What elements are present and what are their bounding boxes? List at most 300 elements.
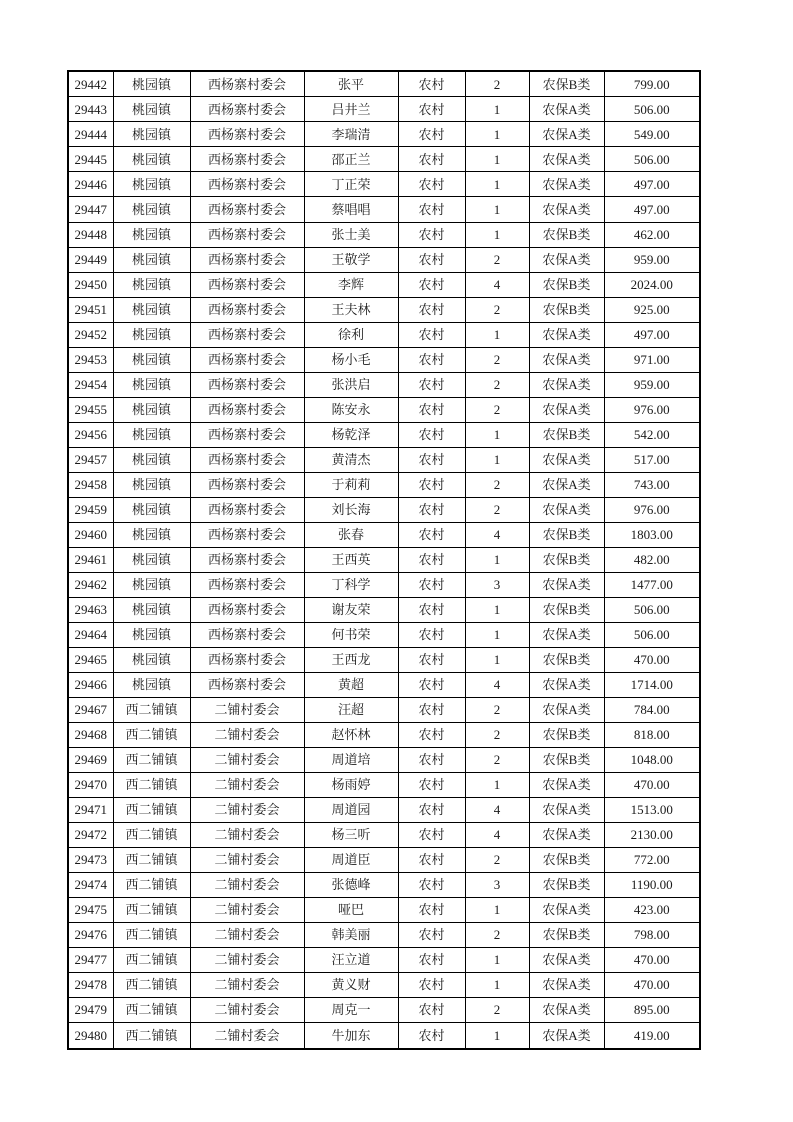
cell-residence-type: 农村 [398,522,465,547]
cell-person-count: 2 [465,497,529,522]
cell-record-id: 29457 [68,447,113,472]
cell-town: 桃园镇 [113,347,190,372]
cell-town: 桃园镇 [113,597,190,622]
cell-insurance-category: 农保B类 [529,522,604,547]
cell-record-id: 29467 [68,697,113,722]
table-row [68,322,700,347]
cell-insurance-category: 农保A类 [529,497,604,522]
cell-person-name: 何书荣 [304,622,398,647]
cell-record-id: 29479 [68,997,113,1022]
cell-person-count: 1 [465,447,529,472]
table-row [68,122,700,147]
cell-town: 桃园镇 [113,222,190,247]
cell-residence-type: 农村 [398,747,465,772]
cell-residence-type: 农村 [398,447,465,472]
cell-town: 桃园镇 [113,397,190,422]
cell-amount: 506.00 [604,597,700,622]
cell-town: 西二铺镇 [113,947,190,972]
cell-amount: 549.00 [604,122,700,147]
cell-residence-type: 农村 [398,897,465,922]
cell-person-count: 1 [465,197,529,222]
cell-village-committee: 西杨寨村委会 [190,322,304,347]
cell-residence-type: 农村 [398,772,465,797]
cell-residence-type: 农村 [398,797,465,822]
table-row [68,247,700,272]
cell-town: 桃园镇 [113,297,190,322]
cell-amount: 959.00 [604,247,700,272]
cell-village-committee: 西杨寨村委会 [190,172,304,197]
cell-town: 西二铺镇 [113,847,190,872]
cell-record-id: 29463 [68,597,113,622]
cell-record-id: 29456 [68,422,113,447]
cell-record-id: 29473 [68,847,113,872]
cell-record-id: 29472 [68,822,113,847]
table-body [68,71,700,1049]
cell-insurance-category: 农保A类 [529,697,604,722]
cell-record-id: 29446 [68,172,113,197]
cell-town: 桃园镇 [113,172,190,197]
cell-record-id: 29443 [68,97,113,122]
table-row [68,722,700,747]
cell-residence-type: 农村 [398,722,465,747]
table-row [68,97,700,122]
cell-person-name: 邵正兰 [304,147,398,172]
cell-person-name: 谢友荣 [304,597,398,622]
cell-residence-type: 农村 [398,672,465,697]
cell-village-committee: 西杨寨村委会 [190,71,304,97]
cell-residence-type: 农村 [398,322,465,347]
table-row [68,947,700,972]
cell-amount: 1048.00 [604,747,700,772]
cell-insurance-category: 农保B类 [529,847,604,872]
cell-residence-type: 农村 [398,397,465,422]
cell-amount: 1513.00 [604,797,700,822]
cell-record-id: 29447 [68,197,113,222]
cell-residence-type: 农村 [398,372,465,397]
cell-amount: 976.00 [604,397,700,422]
cell-record-id: 29474 [68,872,113,897]
cell-amount: 2024.00 [604,272,700,297]
cell-person-name: 刘长海 [304,497,398,522]
cell-village-committee: 二铺村委会 [190,747,304,772]
cell-person-name: 韩美丽 [304,922,398,947]
cell-person-name: 周道培 [304,747,398,772]
cell-residence-type: 农村 [398,172,465,197]
table-row [68,697,700,722]
cell-residence-type: 农村 [398,297,465,322]
table-row [68,472,700,497]
cell-amount: 506.00 [604,97,700,122]
cell-residence-type: 农村 [398,71,465,97]
table-row [68,797,700,822]
cell-record-id: 29453 [68,347,113,372]
cell-person-name: 陈安永 [304,397,398,422]
cell-person-count: 1 [465,897,529,922]
table-row [68,847,700,872]
cell-residence-type: 农村 [398,1023,465,1050]
cell-amount: 1477.00 [604,572,700,597]
cell-town: 西二铺镇 [113,972,190,997]
cell-town: 桃园镇 [113,97,190,122]
cell-town: 桃园镇 [113,372,190,397]
table-row [68,672,700,697]
cell-person-count: 2 [465,747,529,772]
cell-village-committee: 二铺村委会 [190,922,304,947]
cell-amount: 497.00 [604,172,700,197]
cell-insurance-category: 农保A类 [529,197,604,222]
cell-person-count: 4 [465,522,529,547]
cell-record-id: 29448 [68,222,113,247]
cell-person-count: 4 [465,272,529,297]
cell-person-count: 1 [465,597,529,622]
cell-person-count: 1 [465,422,529,447]
cell-amount: 423.00 [604,897,700,922]
cell-village-committee: 二铺村委会 [190,697,304,722]
cell-person-name: 赵怀林 [304,722,398,747]
table-row [68,372,700,397]
cell-residence-type: 农村 [398,872,465,897]
cell-residence-type: 农村 [398,572,465,597]
cell-person-name: 黄义财 [304,972,398,997]
cell-village-committee: 西杨寨村委会 [190,647,304,672]
cell-record-id: 29444 [68,122,113,147]
cell-amount: 818.00 [604,722,700,747]
cell-person-name: 王敬学 [304,247,398,272]
cell-person-name: 汪立道 [304,947,398,972]
cell-village-committee: 二铺村委会 [190,797,304,822]
cell-village-committee: 西杨寨村委会 [190,447,304,472]
cell-record-id: 29461 [68,547,113,572]
cell-person-name: 徐利 [304,322,398,347]
cell-person-count: 2 [465,397,529,422]
cell-village-committee: 二铺村委会 [190,997,304,1022]
cell-record-id: 29466 [68,672,113,697]
cell-person-count: 2 [465,722,529,747]
cell-amount: 976.00 [604,497,700,522]
cell-person-count: 1 [465,97,529,122]
cell-person-count: 2 [465,997,529,1022]
cell-village-committee: 西杨寨村委会 [190,372,304,397]
table-row [68,447,700,472]
cell-amount: 482.00 [604,547,700,572]
cell-village-committee: 西杨寨村委会 [190,197,304,222]
cell-record-id: 29450 [68,272,113,297]
cell-record-id: 29477 [68,947,113,972]
cell-insurance-category: 农保A类 [529,472,604,497]
cell-person-name: 杨小毛 [304,347,398,372]
cell-town: 西二铺镇 [113,722,190,747]
cell-person-name: 丁正荣 [304,172,398,197]
cell-record-id: 29449 [68,247,113,272]
cell-amount: 497.00 [604,322,700,347]
table-row [68,747,700,772]
cell-person-count: 4 [465,672,529,697]
cell-village-committee: 二铺村委会 [190,897,304,922]
cell-person-name: 周克一 [304,997,398,1022]
cell-person-count: 1 [465,972,529,997]
cell-village-committee: 二铺村委会 [190,872,304,897]
cell-town: 西二铺镇 [113,872,190,897]
table-row [68,397,700,422]
cell-town: 桃园镇 [113,147,190,172]
cell-insurance-category: 农保B类 [529,272,604,297]
cell-town: 桃园镇 [113,497,190,522]
cell-town: 西二铺镇 [113,822,190,847]
cell-person-name: 张春 [304,522,398,547]
cell-insurance-category: 农保B类 [529,872,604,897]
cell-record-id: 29464 [68,622,113,647]
cell-town: 桃园镇 [113,572,190,597]
table-row [68,922,700,947]
cell-person-count: 2 [465,847,529,872]
cell-person-name: 黄清杰 [304,447,398,472]
cell-village-committee: 西杨寨村委会 [190,547,304,572]
cell-person-count: 3 [465,572,529,597]
cell-residence-type: 农村 [398,147,465,172]
table-row [68,522,700,547]
cell-person-name: 黄超 [304,672,398,697]
table-row [68,297,700,322]
cell-residence-type: 农村 [398,697,465,722]
cell-amount: 2130.00 [604,822,700,847]
cell-insurance-category: 农保A类 [529,672,604,697]
cell-person-name: 杨三听 [304,822,398,847]
table-row [68,347,700,372]
cell-insurance-category: 农保A类 [529,397,604,422]
cell-insurance-category: 农保A类 [529,322,604,347]
cell-amount: 971.00 [604,347,700,372]
cell-amount: 506.00 [604,147,700,172]
cell-insurance-category: 农保B类 [529,597,604,622]
table-row [68,572,700,597]
cell-town: 西二铺镇 [113,997,190,1022]
cell-village-committee: 西杨寨村委会 [190,397,304,422]
cell-residence-type: 农村 [398,422,465,447]
cell-town: 桃园镇 [113,447,190,472]
cell-residence-type: 农村 [398,197,465,222]
cell-amount: 772.00 [604,847,700,872]
cell-record-id: 29478 [68,972,113,997]
cell-person-name: 王夫林 [304,297,398,322]
cell-residence-type: 农村 [398,622,465,647]
cell-residence-type: 农村 [398,97,465,122]
cell-town: 桃园镇 [113,522,190,547]
cell-person-count: 4 [465,797,529,822]
cell-person-name: 周道臣 [304,847,398,872]
cell-insurance-category: 农保A类 [529,247,604,272]
cell-insurance-category: 农保B类 [529,222,604,247]
table-row [68,147,700,172]
cell-person-name: 哑巴 [304,897,398,922]
cell-residence-type: 农村 [398,947,465,972]
cell-village-committee: 西杨寨村委会 [190,497,304,522]
cell-record-id: 29476 [68,922,113,947]
table-row [68,272,700,297]
cell-village-committee: 西杨寨村委会 [190,622,304,647]
cell-insurance-category: 农保A类 [529,897,604,922]
cell-insurance-category: 农保A类 [529,622,604,647]
cell-person-name: 张德峰 [304,872,398,897]
cell-insurance-category: 农保A类 [529,797,604,822]
cell-village-committee: 西杨寨村委会 [190,472,304,497]
cell-insurance-category: 农保A类 [529,447,604,472]
cell-village-committee: 西杨寨村委会 [190,347,304,372]
cell-record-id: 29454 [68,372,113,397]
cell-person-count: 2 [465,472,529,497]
cell-town: 西二铺镇 [113,697,190,722]
cell-town: 西二铺镇 [113,747,190,772]
cell-town: 西二铺镇 [113,1023,190,1050]
cell-village-committee: 西杨寨村委会 [190,122,304,147]
cell-person-count: 1 [465,147,529,172]
cell-village-committee: 西杨寨村委会 [190,422,304,447]
cell-residence-type: 农村 [398,272,465,297]
cell-record-id: 29458 [68,472,113,497]
cell-person-count: 1 [465,947,529,972]
cell-amount: 470.00 [604,947,700,972]
cell-amount: 1714.00 [604,672,700,697]
cell-village-committee: 西杨寨村委会 [190,272,304,297]
cell-insurance-category: 农保A类 [529,172,604,197]
cell-person-name: 吕井兰 [304,97,398,122]
cell-residence-type: 农村 [398,347,465,372]
cell-village-committee: 二铺村委会 [190,772,304,797]
cell-person-name: 杨雨婷 [304,772,398,797]
table-row [68,497,700,522]
table-row [68,822,700,847]
cell-amount: 419.00 [604,1023,700,1050]
cell-village-committee: 二铺村委会 [190,947,304,972]
cell-record-id: 29451 [68,297,113,322]
cell-person-count: 1 [465,222,529,247]
cell-insurance-category: 农保A类 [529,147,604,172]
cell-insurance-category: 农保A类 [529,997,604,1022]
cell-record-id: 29465 [68,647,113,672]
cell-town: 桃园镇 [113,322,190,347]
cell-amount: 1803.00 [604,522,700,547]
cell-person-count: 2 [465,922,529,947]
cell-town: 桃园镇 [113,672,190,697]
cell-town: 桃园镇 [113,472,190,497]
cell-amount: 470.00 [604,647,700,672]
cell-residence-type: 农村 [398,497,465,522]
table-row [68,897,700,922]
cell-residence-type: 农村 [398,647,465,672]
cell-residence-type: 农村 [398,847,465,872]
cell-insurance-category: 农保A类 [529,372,604,397]
cell-record-id: 29460 [68,522,113,547]
cell-town: 西二铺镇 [113,897,190,922]
cell-record-id: 29480 [68,1023,113,1050]
cell-village-committee: 二铺村委会 [190,1023,304,1050]
table-row [68,222,700,247]
cell-residence-type: 农村 [398,472,465,497]
cell-insurance-category: 农保B类 [529,422,604,447]
cell-amount: 925.00 [604,297,700,322]
cell-person-name: 张士美 [304,222,398,247]
table-row [68,422,700,447]
cell-residence-type: 农村 [398,247,465,272]
cell-insurance-category: 农保A类 [529,1023,604,1050]
cell-person-count: 1 [465,647,529,672]
cell-person-count: 2 [465,71,529,97]
cell-village-committee: 西杨寨村委会 [190,297,304,322]
cell-person-name: 丁科学 [304,572,398,597]
cell-residence-type: 农村 [398,997,465,1022]
cell-village-committee: 西杨寨村委会 [190,97,304,122]
cell-record-id: 29471 [68,797,113,822]
cell-insurance-category: 农保A类 [529,772,604,797]
cell-record-id: 29470 [68,772,113,797]
cell-amount: 542.00 [604,422,700,447]
table-row [68,71,700,97]
cell-town: 桃园镇 [113,71,190,97]
cell-amount: 1190.00 [604,872,700,897]
cell-insurance-category: 农保A类 [529,822,604,847]
cell-village-committee: 二铺村委会 [190,722,304,747]
cell-amount: 895.00 [604,997,700,1022]
cell-record-id: 29442 [68,71,113,97]
table-row [68,597,700,622]
cell-person-name: 牛加东 [304,1023,398,1050]
cell-village-committee: 西杨寨村委会 [190,597,304,622]
cell-residence-type: 农村 [398,922,465,947]
cell-village-committee: 西杨寨村委会 [190,672,304,697]
cell-residence-type: 农村 [398,972,465,997]
cell-residence-type: 农村 [398,822,465,847]
cell-person-count: 2 [465,347,529,372]
cell-village-committee: 二铺村委会 [190,972,304,997]
cell-amount: 497.00 [604,197,700,222]
cell-person-name: 李瑞清 [304,122,398,147]
cell-town: 桃园镇 [113,247,190,272]
cell-town: 桃园镇 [113,547,190,572]
cell-amount: 743.00 [604,472,700,497]
cell-village-committee: 西杨寨村委会 [190,222,304,247]
cell-village-committee: 二铺村委会 [190,822,304,847]
cell-village-committee: 西杨寨村委会 [190,147,304,172]
cell-person-name: 汪超 [304,697,398,722]
table-row [68,1023,700,1050]
cell-record-id: 29475 [68,897,113,922]
cell-person-count: 1 [465,622,529,647]
cell-amount: 798.00 [604,922,700,947]
cell-person-count: 1 [465,172,529,197]
table-row [68,197,700,222]
cell-person-name: 蔡唱唱 [304,197,398,222]
cell-insurance-category: 农保A类 [529,122,604,147]
cell-amount: 959.00 [604,372,700,397]
cell-person-name: 王西龙 [304,647,398,672]
cell-record-id: 29459 [68,497,113,522]
cell-insurance-category: 农保A类 [529,347,604,372]
cell-insurance-category: 农保B类 [529,647,604,672]
cell-amount: 470.00 [604,772,700,797]
cell-person-name: 周道园 [304,797,398,822]
cell-insurance-category: 农保B类 [529,297,604,322]
cell-residence-type: 农村 [398,222,465,247]
cell-insurance-category: 农保B类 [529,71,604,97]
cell-town: 桃园镇 [113,122,190,147]
cell-record-id: 29469 [68,747,113,772]
cell-person-name: 于莉莉 [304,472,398,497]
cell-town: 桃园镇 [113,272,190,297]
table-row [68,872,700,897]
cell-record-id: 29445 [68,147,113,172]
cell-insurance-category: 农保B类 [529,922,604,947]
cell-town: 桃园镇 [113,622,190,647]
cell-person-name: 杨乾泽 [304,422,398,447]
